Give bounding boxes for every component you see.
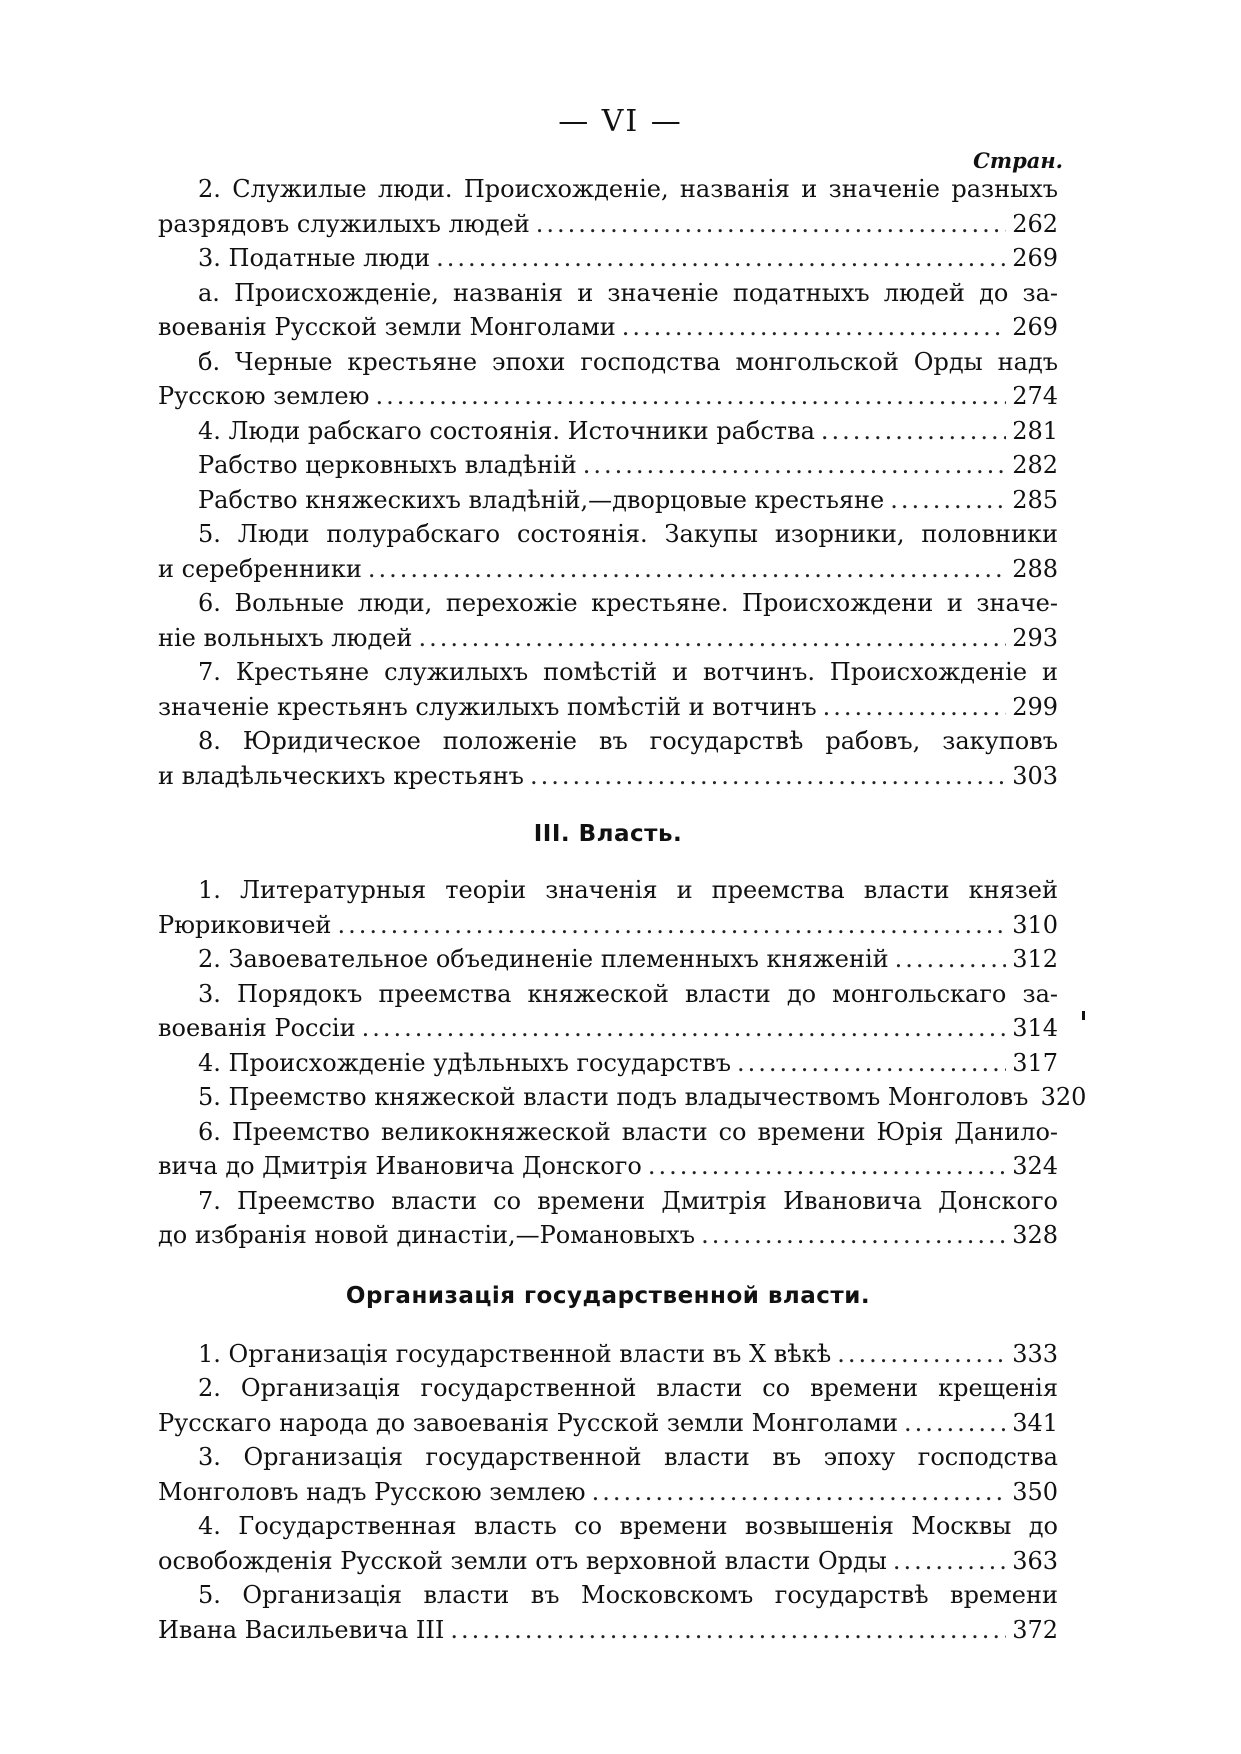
toc-entry [158,172,1058,241]
toc-section-vlast [158,873,1087,1253]
toc-entry [158,483,1058,518]
toc-entry-text: вича до Дмитрія Ивановича Донского [158,1152,642,1180]
toc-leader-dots [737,1046,1006,1081]
toc-entry-text: и серебренники [158,554,362,583]
toc-entry [158,977,1058,1046]
toc-entry-text: Рюриковичей [158,910,332,939]
section-title-vlast: III. Власть. [533,821,683,847]
toc-entry-text: 4. Происхожденіе удѣльныхъ государствъ [198,1048,732,1077]
toc-entry-page: 274 [1012,382,1058,410]
toc-leader-dots [530,759,1006,794]
toc-leader-dots [592,1475,1006,1510]
toc-entry-page: 269 [1012,313,1058,341]
toc-entry-text: и владѣльческихъ крестьянъ [158,761,524,790]
toc-leader-dots [890,483,1006,518]
toc-entry [158,517,1058,586]
toc-entry-page: 269 [1012,244,1058,272]
toc-entry-page: 317 [1012,1048,1058,1077]
toc-entry-page: 312 [1012,945,1058,973]
toc-entry-first-line: 7. Крестьяне служилыхъ помѣстій и вотчинъ. Происхожденіе и [198,658,1058,686]
toc-entry [158,1440,1058,1509]
toc-entry [158,1046,1058,1081]
toc-leader-dots [536,207,1006,242]
toc-entry [158,1509,1058,1578]
toc-entry [158,873,1058,942]
toc-entry-page: 372 [1012,1615,1058,1644]
toc-entry-text: Рабство княжескихъ владѣній,—дворцовые крестьяне [198,485,885,514]
toc-leader-dots [648,1149,1006,1184]
toc-leader-dots [368,552,1006,587]
toc-entry-page: 293 [1012,623,1058,652]
toc-entry [158,1184,1058,1253]
toc-leader-dots [362,1011,1006,1046]
toc-entry-text: Русскаго народа до завоеванія Русской земли Монголами [158,1408,898,1437]
toc-section-continuation [158,172,1058,793]
toc-entry-first-line: а. Происхожденіе, названія и значеніе податныхъ людей до за- [198,278,1058,307]
toc-entry [158,942,1058,977]
toc-leader-dots [823,690,1006,725]
toc-leader-dots [337,908,1006,943]
ink-speck [1082,1011,1085,1020]
toc-leader-dots [821,414,1006,449]
toc-entry-page: 282 [1012,451,1058,479]
toc-entry [158,586,1058,655]
toc-entry-first-line: 3. Порядокъ преемства княжеской власти до монгольскаго за- [198,979,1058,1008]
toc-entry-page: 341 [1012,1408,1058,1437]
toc-entry-first-line: 7. Преемство власти со времени Дмитрія Ивановича Донского [198,1186,1058,1215]
toc-entry [158,655,1058,724]
toc-entry-page: 363 [1012,1546,1058,1575]
toc-entry-text: Русскою землею [158,382,370,410]
toc-leader-dots [375,379,1006,414]
toc-entry-text: воеванія Русской земли Монголами [158,313,616,341]
toc-leader-dots [837,1337,1006,1372]
toc-entry [158,276,1058,345]
toc-entry [158,1578,1058,1647]
toc-entry-text: 4. Люди рабскаго состоянія. Источники рабства [198,416,815,445]
toc-entry-first-line: 2. Служилые люди. Происхожденіе, названія и значеніе разныхъ [198,175,1058,203]
toc-entry-page: 303 [1012,761,1058,790]
toc-leader-dots [895,942,1006,977]
page-column-header: Стран. [973,148,1063,173]
toc-entry-page: 262 [1012,209,1058,238]
toc-leader-dots [622,310,1006,345]
toc-entry-first-line: 6. Преемство великокняжеской власти со времени Юрія Данило- [198,1117,1058,1146]
toc-entry-text: разрядовъ служилыхъ людей [158,209,530,238]
toc-entry [158,345,1058,414]
toc-entry-first-line: 5. Люди полурабскаго состоянія. Закупы изорники, половники [198,520,1058,548]
toc-entry-first-line: 4. Государственная власть со времени возвышенія Москвы до [198,1512,1058,1540]
toc-entry-page: 328 [1012,1221,1058,1249]
toc-entry-text: до избранія новой династіи,—Романовыхъ [158,1221,696,1249]
toc-entry-first-line: 2. Организація государственной власти со времени крещенія [198,1374,1058,1402]
toc-leader-dots [893,1544,1006,1579]
table-of-contents [158,172,1087,1647]
toc-entry-page: 281 [1012,416,1058,445]
toc-leader-dots [701,1218,1006,1253]
toc-entry [158,1080,1087,1115]
toc-entry-first-line: 5. Организація власти въ Московскомъ государствѣ времени [198,1581,1058,1609]
toc-entry-page: 314 [1012,1014,1058,1042]
toc-leader-dots [904,1406,1006,1441]
toc-entry-text: Монголовъ надъ Русскою землею [158,1477,586,1506]
toc-entry-text: Ивана Васильевича III [158,1615,445,1644]
toc-entry-first-line: 1. Литературныя теоріи значенія и преемства власти князей [198,876,1058,904]
page-number: — VI — [558,104,683,139]
toc-entry [158,448,1058,483]
toc-entry-page: 288 [1012,554,1058,583]
toc-entry-page: 324 [1012,1152,1058,1180]
toc-entry-page: 350 [1012,1477,1058,1506]
toc-entry-text: освобожденія Русской земли отъ верховной власти Орды [158,1546,887,1575]
toc-entry-first-line: 3. Организація государственной власти въ эпоху господства [198,1443,1058,1471]
toc-entry-text: Рабство церковныхъ владѣній [198,451,577,479]
toc-leader-dots [583,448,1006,483]
toc-leader-dots [418,621,1006,656]
toc-entry-text: 5. Преемство княжеской власти подъ владычествомъ Монголовъ [198,1083,1029,1111]
toc-entry-first-line: б. Черные крестьяне эпохи господства монгольской Орды надъ [198,347,1058,376]
toc-leader-dots [450,1613,1006,1648]
toc-section-organizatsiya [158,1337,1058,1648]
toc-entry-text: 2. Завоевательное объединеніе племенныхъ княженій [198,945,889,973]
toc-entry [158,1115,1058,1184]
toc-entry-text: значеніе крестьянъ служилыхъ помѣстій и вотчинъ [158,692,817,721]
toc-entry [158,241,1058,276]
toc-entry [158,414,1058,449]
toc-entry-page: 333 [1012,1339,1058,1368]
toc-entry [158,724,1058,793]
toc-entry-text: 3. Податные люди [198,244,431,272]
toc-entry-page: 299 [1012,692,1058,721]
section-title-organizatsiya: Организація государственной власти. [345,1282,871,1309]
toc-leader-dots [436,241,1006,276]
toc-entry-first-line: 6. Вольные люди, перехожіе крестьяне. Происхождени и значе- [198,589,1058,617]
toc-entry-text: 1. Организація государственной власти въ X вѣкѣ [198,1339,832,1368]
toc-entry-first-line: 8. Юридическое положеніе въ государствѣ рабовъ, закуповъ [198,727,1058,755]
toc-entry-page: 310 [1012,910,1058,939]
toc-entry [158,1371,1058,1440]
toc-entry-page: 320 [1040,1083,1087,1111]
toc-entry-page: 285 [1012,485,1058,514]
toc-entry-text: ніе вольныхъ людей [158,623,413,652]
toc-entry-text: воеванія Россіи [158,1014,356,1042]
toc-entry [158,1337,1058,1372]
